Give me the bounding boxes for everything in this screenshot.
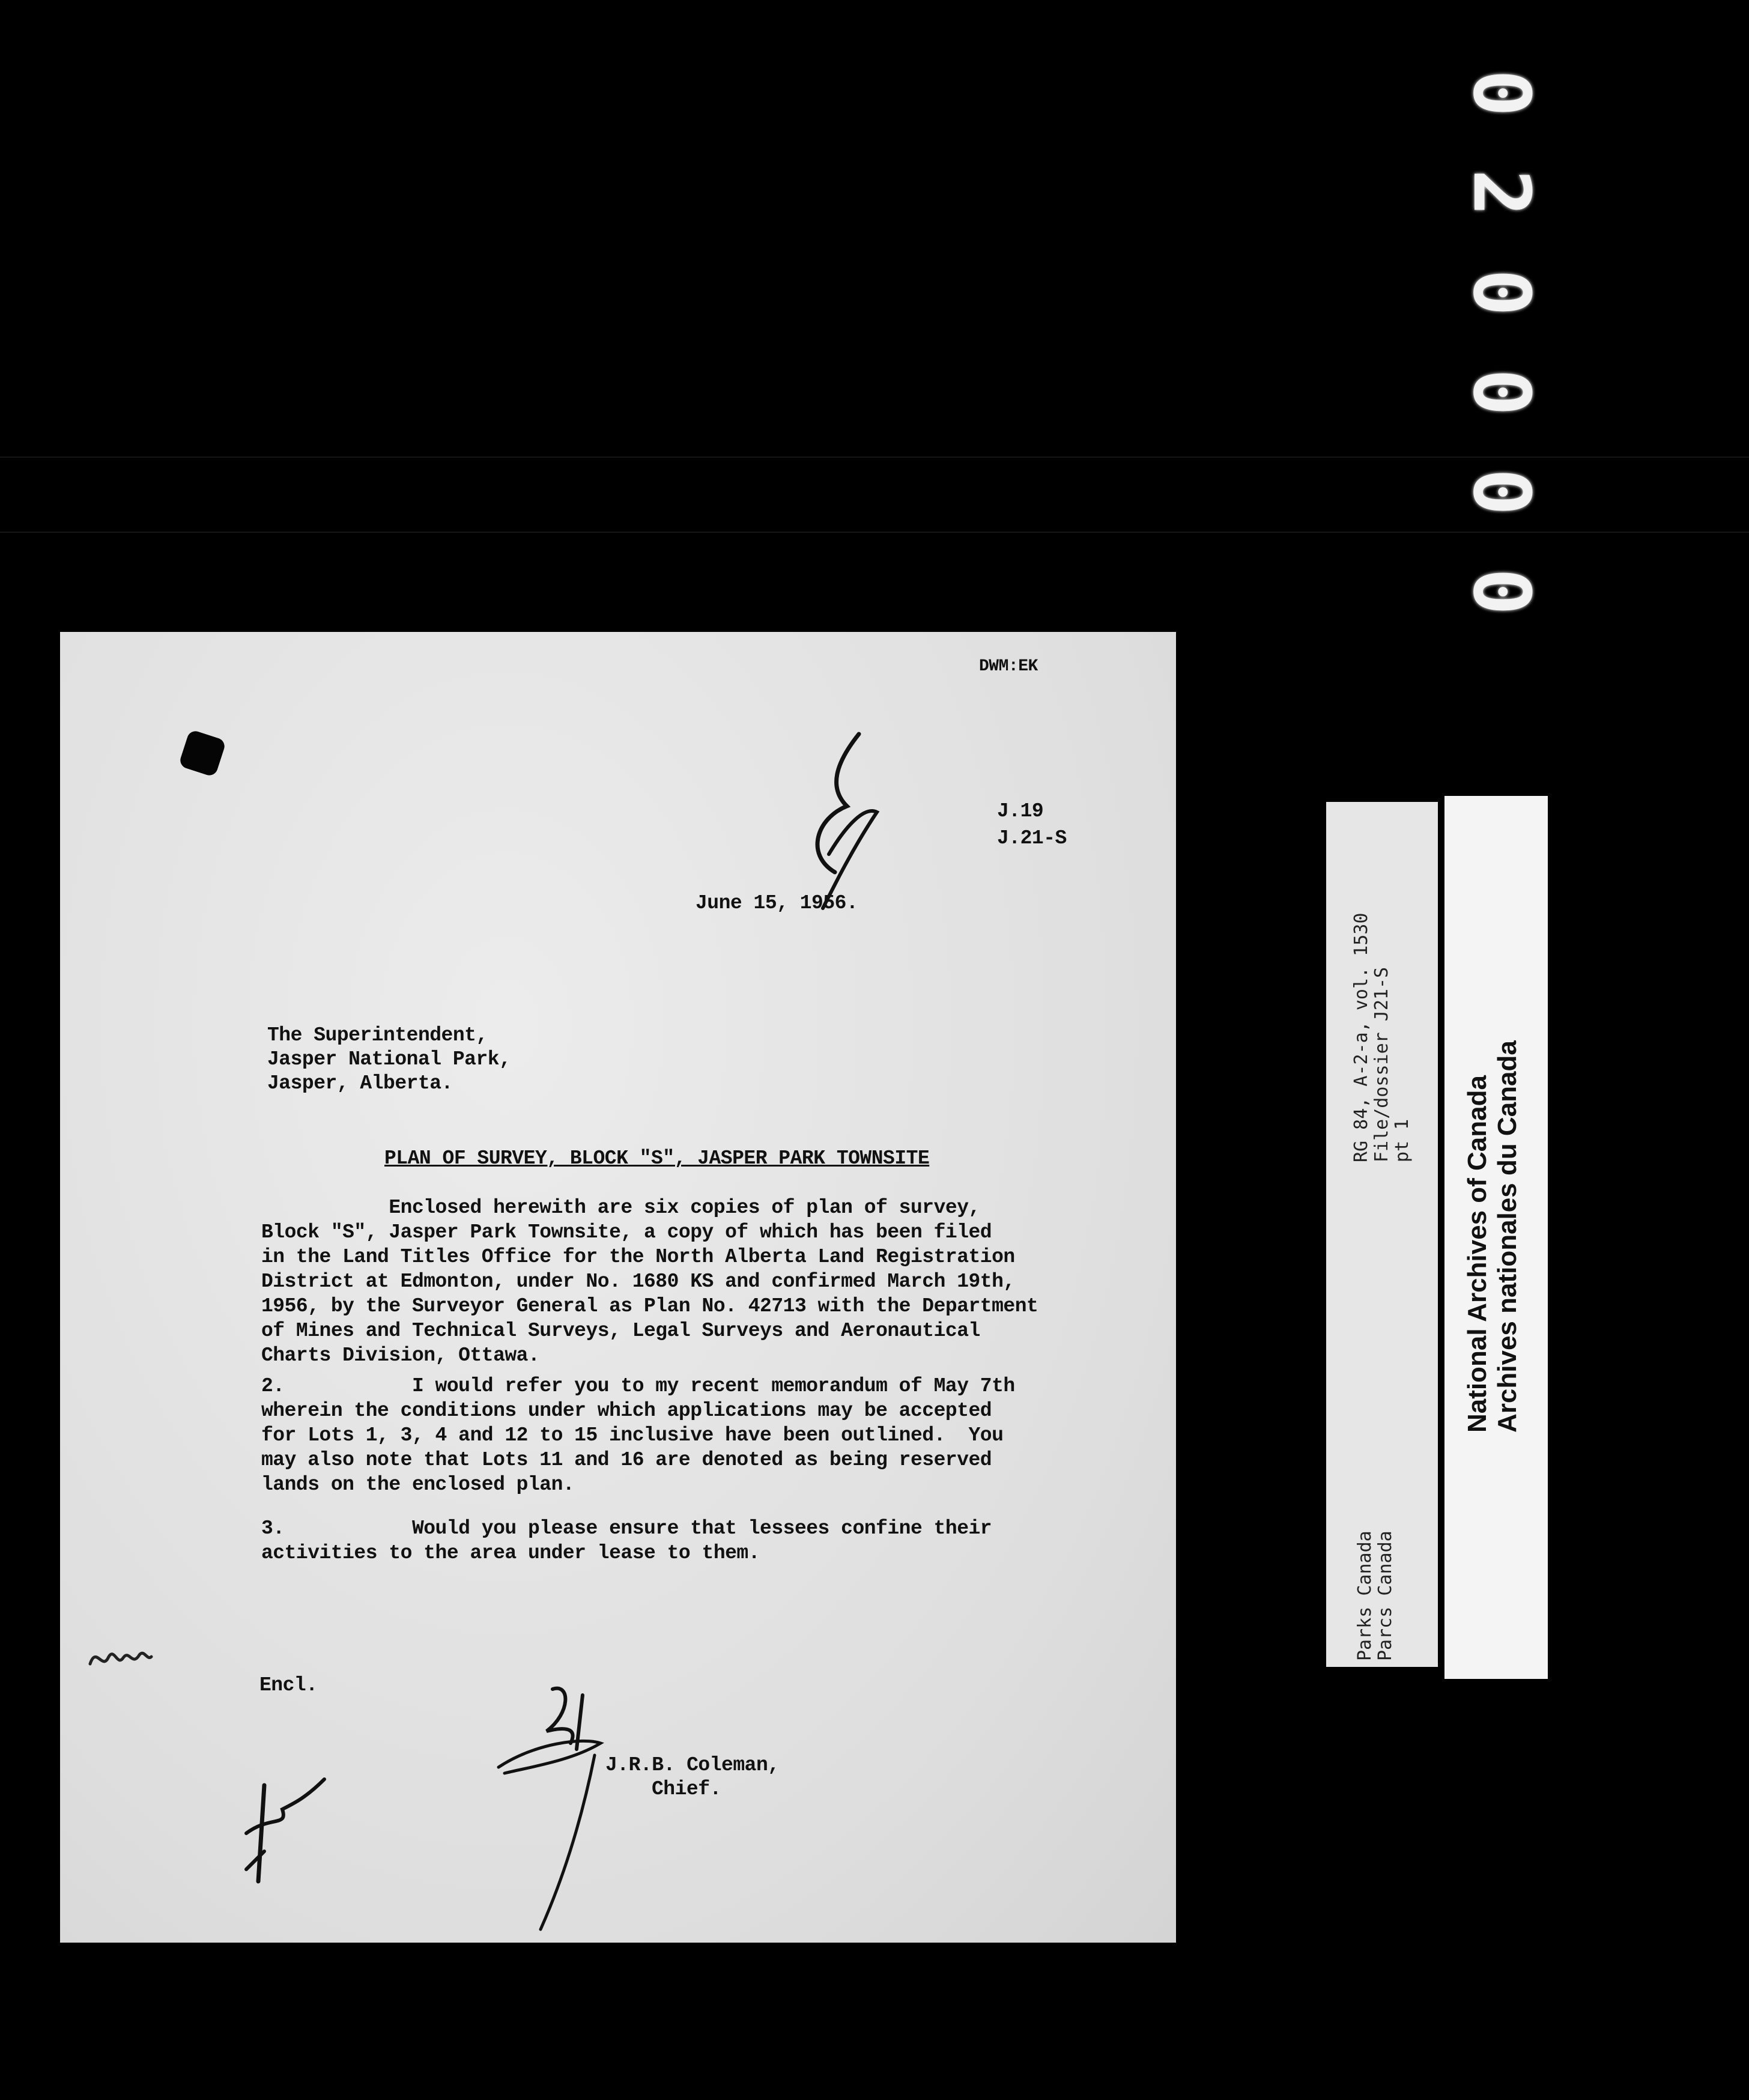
agency-lines — [1355, 1531, 1396, 1661]
frame-digit: 0 — [1456, 69, 1547, 117]
paragraph-line: may also note that Lots 11 and 16 are denoted as being reserved — [261, 1449, 992, 1471]
handwritten-initial-mark — [240, 1761, 330, 1893]
archive-reference-line: pt 1 — [1392, 1118, 1413, 1162]
institution-line: Archives nationales du Canada — [1493, 1040, 1522, 1433]
letter-subject: PLAN OF SURVEY, BLOCK "S", JASPER PARK TOWNSITE — [384, 1147, 930, 1170]
institution-lines — [1463, 1040, 1523, 1433]
paragraph-line: lands on the enclosed plan. — [261, 1473, 575, 1496]
archive-reference-label — [1326, 802, 1438, 1667]
addressee-line: Jasper, Alberta. — [267, 1072, 453, 1094]
agency-line: Parks Canada — [1354, 1531, 1375, 1661]
archive-reference-lines — [1351, 913, 1413, 1162]
punch-hole — [178, 729, 227, 778]
frame-digit: 2 — [1456, 169, 1547, 217]
signature — [480, 1677, 673, 1941]
archive-reference-line: RG 84, A-2-a, vol. 1530 — [1351, 912, 1372, 1162]
frame-digit: 0 — [1456, 368, 1547, 416]
paragraph-line: wherein the conditions under which applications may be accepted — [261, 1400, 992, 1422]
handwritten-initial-mark — [793, 716, 901, 914]
paragraph-line: Enclosed herewith are six copies of plan of survey, — [261, 1197, 980, 1219]
addressee-line: Jasper National Park, — [267, 1048, 511, 1070]
addressee-line: The Superintendent, — [267, 1024, 488, 1046]
paragraph-2 — [261, 1374, 1126, 1497]
frame-digit: 0 — [1456, 568, 1547, 616]
paragraph-line: Block "S", Jasper Park Townsite, a copy of which has been filed — [261, 1221, 992, 1243]
paragraph-line: 3. Would you please ensure that lessees confine their — [261, 1517, 992, 1540]
letter-date: June 15, 1956. — [696, 892, 858, 914]
file-ref-1: J.19 — [997, 800, 1044, 822]
archives-institution-label — [1444, 796, 1548, 1679]
paragraph-line: for Lots 1, 3, 4 and 12 to 15 inclusive have been outlined. You — [261, 1424, 1004, 1446]
paragraph-line: of Mines and Technical Surveys, Legal Surveys and Aeronautical — [261, 1320, 980, 1342]
agency-line: Parcs Canada — [1375, 1531, 1396, 1661]
paragraph-line: 2. I would refer you to my recent memorandum of May 7th — [261, 1375, 1015, 1397]
paragraph-line: in the Land Titles Office for the North Alberta Land Registration — [261, 1246, 1015, 1268]
paragraph-line: District at Edmonton, under No. 1680 KS and confirmed March 19th, — [261, 1270, 1015, 1293]
frame-digit: 0 — [1456, 468, 1547, 516]
paragraph-3 — [261, 1516, 1126, 1565]
enclosure-note: Encl. — [259, 1674, 318, 1696]
signatory-title: Chief. — [652, 1778, 721, 1800]
institution-line: National Archives of Canada — [1463, 1075, 1492, 1433]
archive-reference-line: File/dossier J21-S — [1371, 967, 1392, 1162]
paragraph-1 — [261, 1195, 1126, 1368]
paragraph-line: Charts Division, Ottawa. — [261, 1344, 540, 1367]
letter-page — [60, 632, 1176, 1943]
frame-digit: 0 — [1456, 269, 1547, 317]
signatory-name: J.R.B. Coleman, — [605, 1754, 780, 1776]
paragraph-line: 1956, by the Surveyor General as Plan No. 42713 with the Department — [261, 1295, 1038, 1317]
reference-initials: DWM:EK — [979, 657, 1038, 676]
film-frame-counter — [1453, 48, 1550, 637]
paragraph-line: activities to the area under lease to them. — [261, 1542, 760, 1564]
file-ref-2: J.21-S — [997, 827, 1067, 849]
margin-handwritten-note — [84, 1634, 156, 1682]
